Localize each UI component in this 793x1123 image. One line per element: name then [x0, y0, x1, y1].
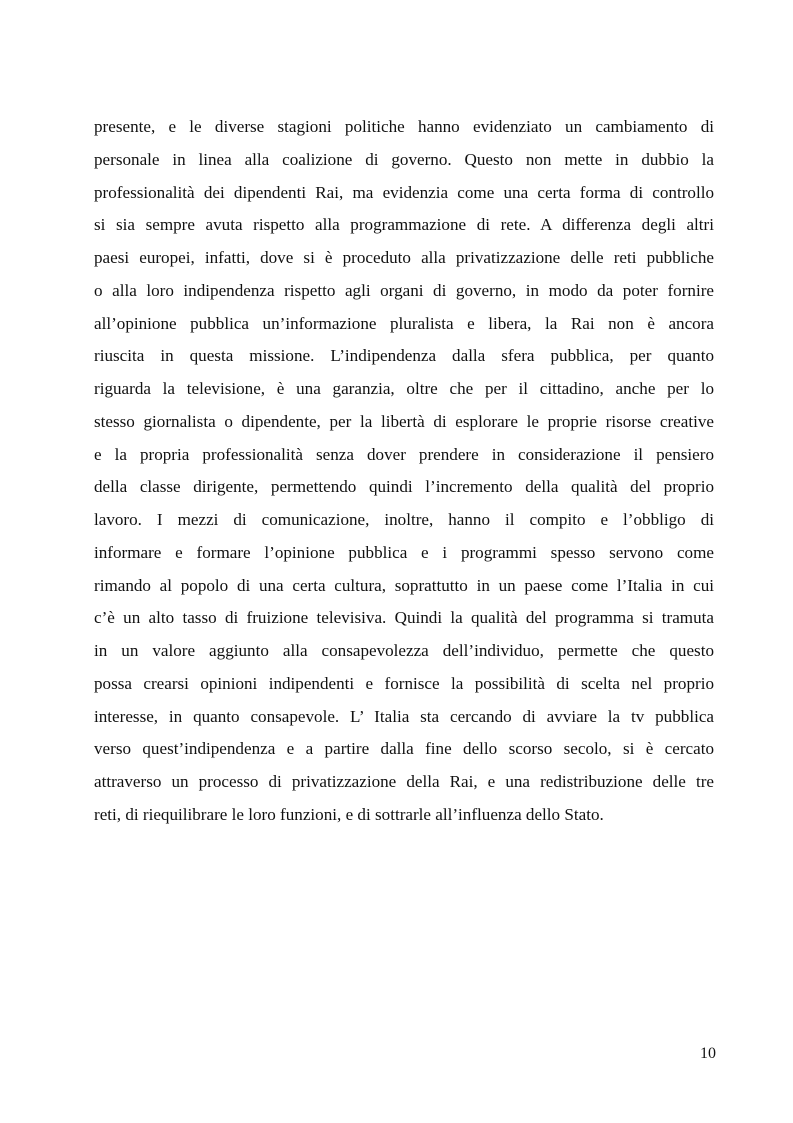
text-line: riuscita in questa missione. L’indipendenza dalla sfera pubblica, per quanto — [94, 346, 714, 366]
text-line: attraverso un processo di privatizzazione della Rai, e una redistribuzione delle tre — [94, 772, 714, 791]
text-line: rimando al popolo di una certa cultura, soprattutto in un paese come l’Italia in cui — [94, 575, 714, 595]
text-line: paesi europei, infatti, dove si è proceduto alla privatizzazione delle reti pubbliche — [94, 248, 714, 267]
text-line: stesso giornalista o dipendente, per la libertà di esplorare le proprie risorse creative — [94, 411, 714, 431]
text-line: della classe dirigente, permettendo quindi l’incremento della qualità del proprio — [94, 477, 714, 497]
text-line: possa crearsi opinioni indipendenti e fornisce la possibilità di scelta nel proprio — [94, 673, 714, 693]
text-line: interesse, in quanto consapevole. L’ Italia sta cercando di avviare la tv pubblica — [94, 706, 714, 726]
text-line: reti, di riequilibrare le loro funzioni, e di sottrarle all’influenza dello Stato. — [94, 804, 604, 824]
text-line: lavoro. I mezzi di comunicazione, inoltre, hanno il compito e l’obbligo di — [94, 510, 714, 529]
text-line: o alla loro indipendenza rispetto agli organi di governo, in modo da poter fornire — [94, 280, 714, 300]
text-line: c’è un alto tasso di fruizione televisiva. Quindi la qualità del programma si tramuta — [94, 608, 714, 628]
body-paragraph — [94, 111, 714, 832]
text-line: informare e formare l’opinione pubblica e i programmi spesso servono come — [94, 542, 714, 562]
text-line: riguarda la televisione, è una garanzia, oltre che per il cittadino, anche per lo — [94, 379, 714, 398]
text-line: si sia sempre avuta rispetto alla programmazione di rete. A differenza degli altri — [94, 215, 714, 235]
text-line: personale in linea alla coalizione di governo. Questo non mette in dubbio la — [94, 149, 714, 169]
text-line: verso quest’indipendenza e a partire dalla fine dello scorso secolo, si è cercato — [94, 739, 714, 759]
text-line: e la propria professionalità senza dover prendere in considerazione il pensiero — [94, 444, 714, 464]
text-line: all’opinione pubblica un’informazione pluralista e libera, la Rai non è ancora — [94, 313, 714, 333]
text-line: professionalità dei dipendenti Rai, ma evidenzia come una certa forma di controllo — [94, 182, 714, 202]
page-number: 10 — [700, 1045, 716, 1062]
text-line: presente, e le diverse stagioni politiche hanno evidenziato un cambiamento di — [94, 117, 714, 136]
text-line: in un valore aggiunto alla consapevolezza dell’individuo, permette che questo — [94, 641, 714, 660]
